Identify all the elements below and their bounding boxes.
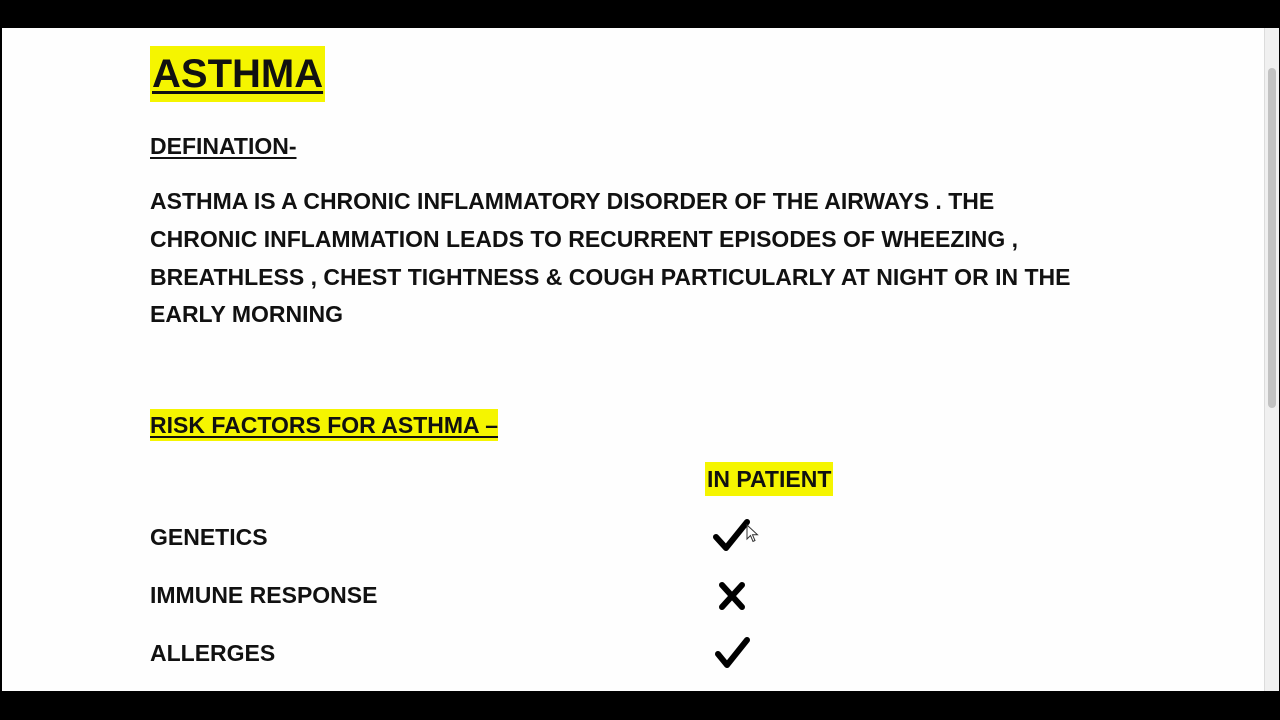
- page-title: ASTHMA: [150, 46, 325, 102]
- risk-factor-genetics: GENETICS: [150, 524, 268, 550]
- bottom-black-bar: [0, 691, 1280, 720]
- document-page: [2, 28, 1264, 691]
- risk-factor-immune-response: IMMUNE RESPONSE: [150, 582, 378, 608]
- definition-line-2: CHRONIC INFLAMMATION LEADS TO RECURRENT EPISODES OF WHEEZING ,: [150, 226, 1019, 252]
- scrollbar-thumb[interactable]: [1268, 68, 1276, 408]
- definition-line-1: ASTHMA IS A CHRONIC INFLAMMATORY DISORDER OF THE AIRWAYS . THE: [150, 188, 995, 214]
- risk-factor-allerges: ALLERGES: [150, 640, 276, 666]
- check-icon: [712, 635, 752, 671]
- definition-heading: DEFINATION-: [150, 133, 297, 159]
- definition-line-4: EARLY MORNING: [150, 301, 343, 327]
- in-patient-column-heading: IN PATIENT: [705, 462, 833, 496]
- risk-factors-heading: RISK FACTORS FOR ASTHMA –: [150, 409, 498, 441]
- definition-line-3: BREATHLESS , CHEST TIGHTNESS & COUGH PARTICULARLY AT NIGHT OR IN THE: [150, 264, 1071, 290]
- mouse-pointer-icon: [746, 524, 760, 544]
- cross-icon: [712, 578, 752, 614]
- vertical-scrollbar[interactable]: [1264, 28, 1279, 691]
